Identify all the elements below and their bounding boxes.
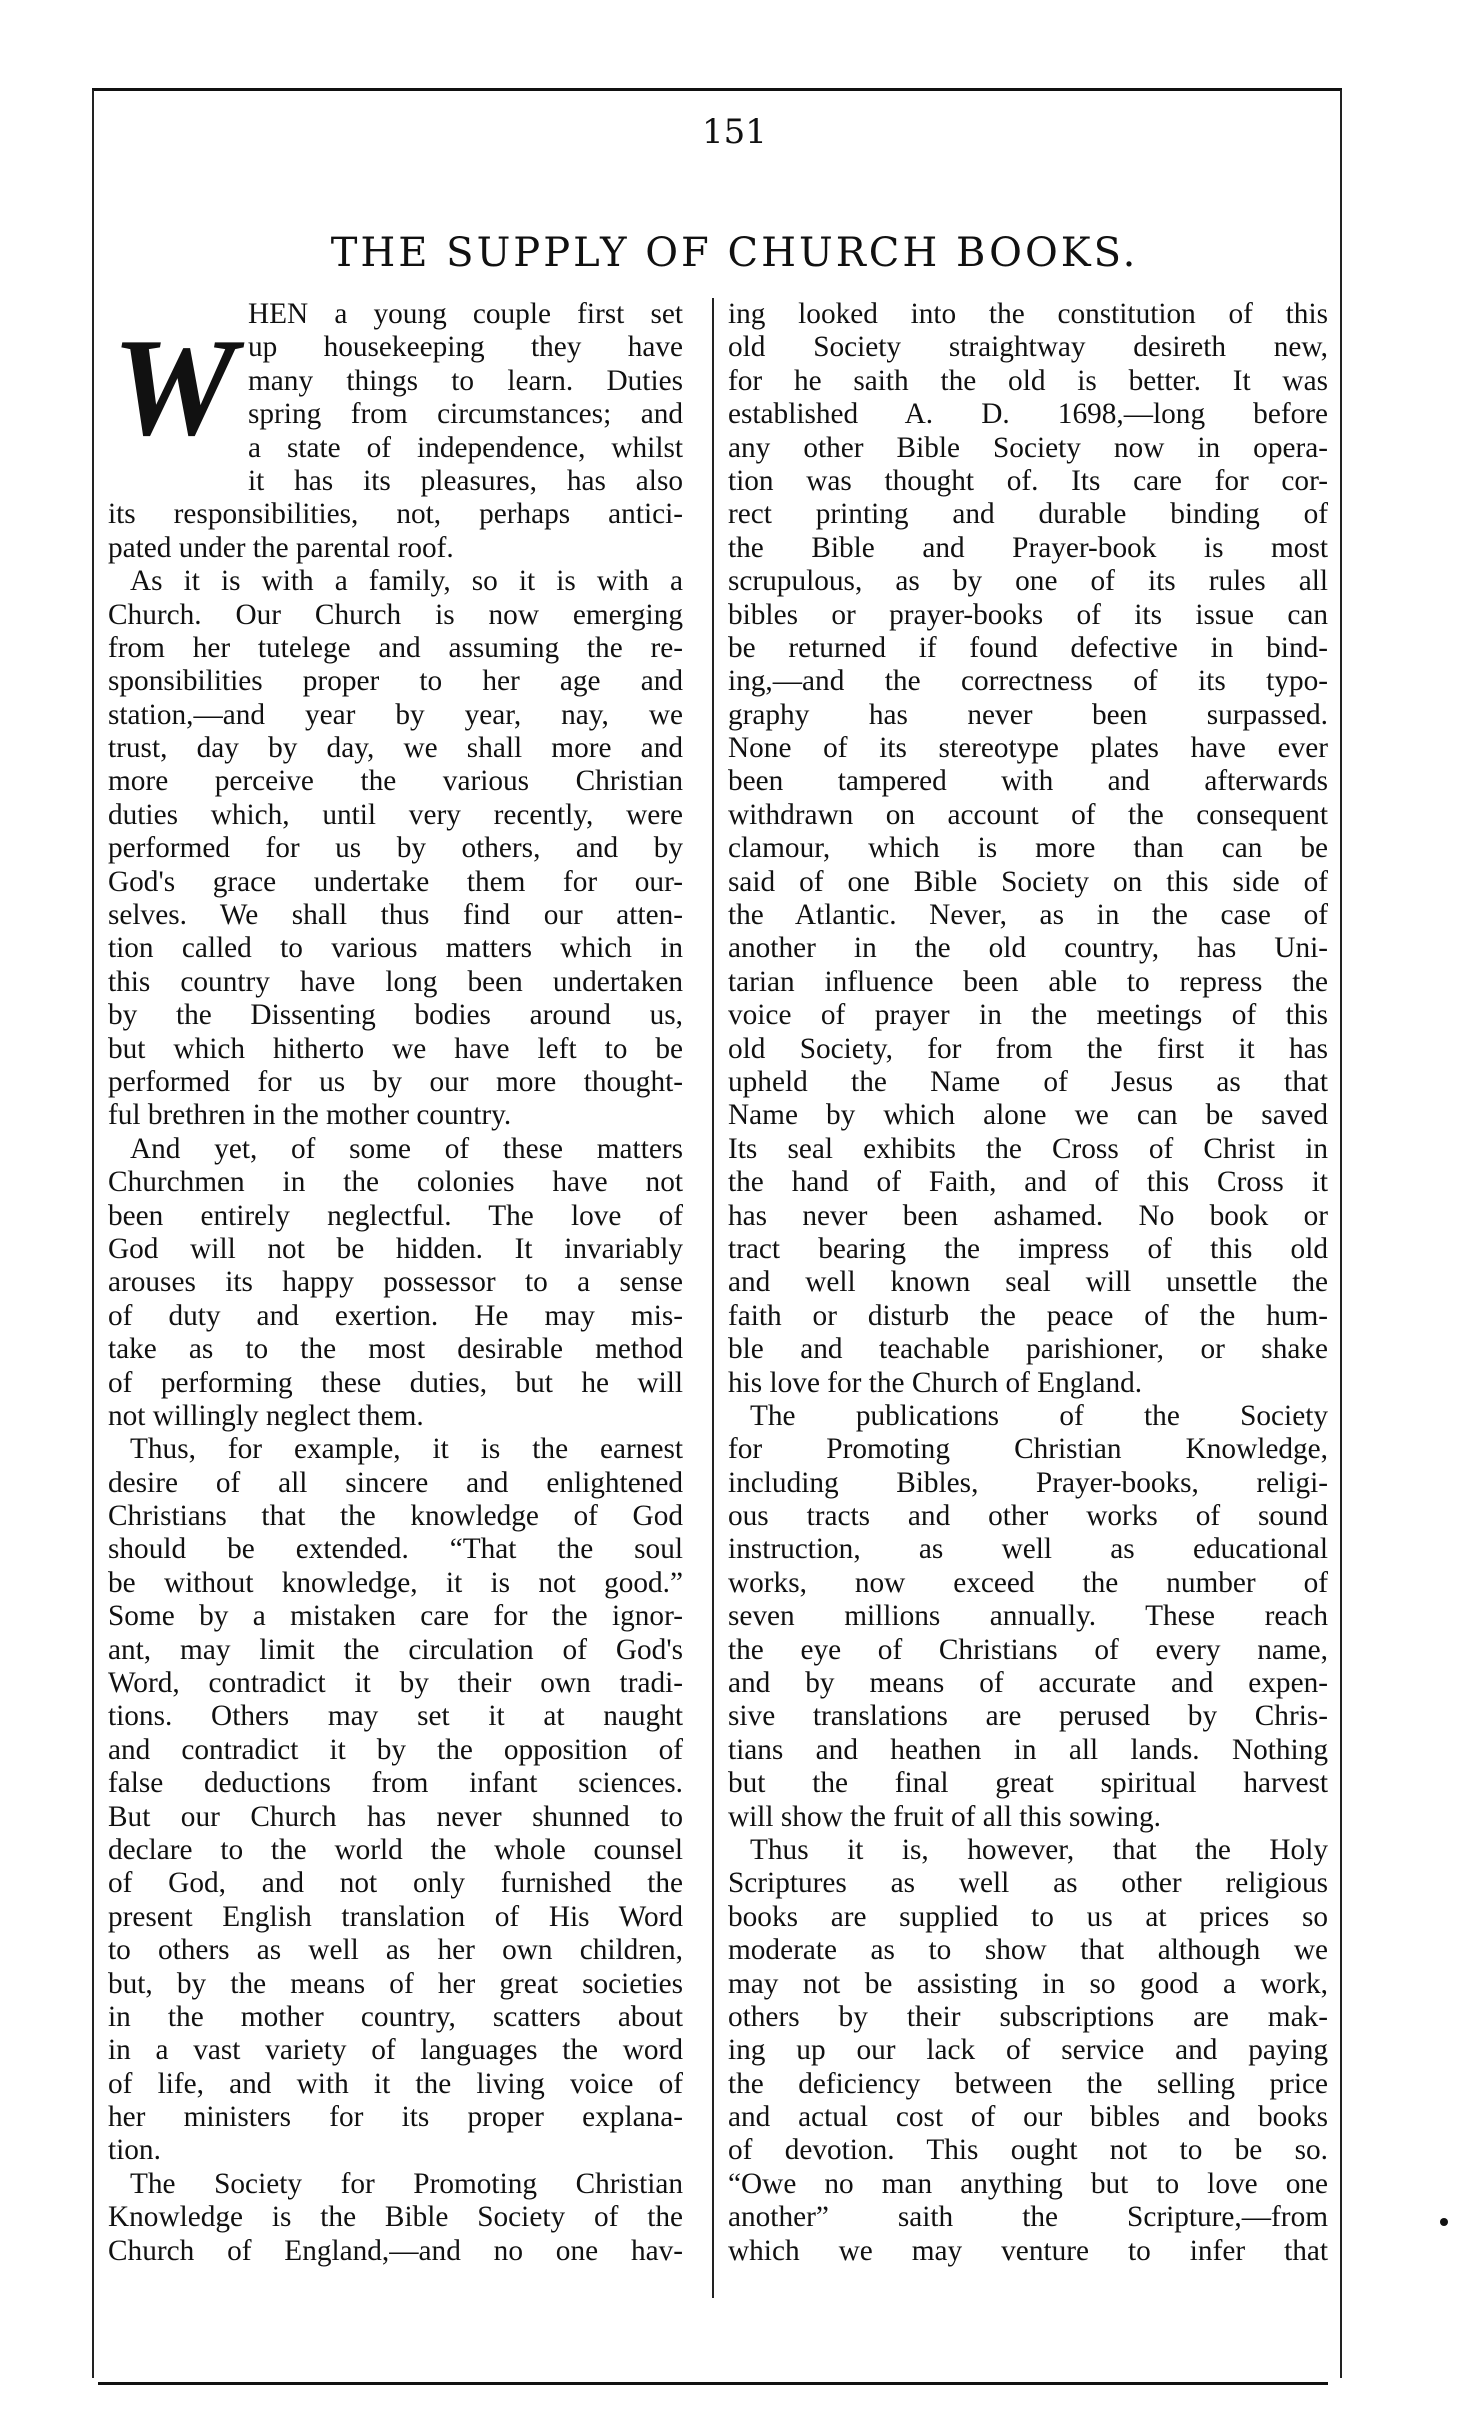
text-line: of devotion. This ought not to be so. [728, 2134, 1328, 2167]
text-line: others by their subscriptions are mak- [728, 2000, 1328, 2033]
text-line: God's grace undertake them for our- [108, 865, 683, 898]
text-line: for he saith the old is better. It was [728, 364, 1328, 397]
text-line: ing,—and the correctness of its typo- [728, 665, 1328, 698]
text-line: Some by a mistaken care for the ignor- [108, 1600, 683, 1633]
text-line: Church. Our Church is now emerging [108, 598, 683, 631]
text-line: the hand of Faith, and of this Cross it [728, 1166, 1328, 1199]
text-line: and well known seal will unsettle the [728, 1266, 1328, 1299]
text-line: from her tutelege and assuming the re- [108, 631, 683, 664]
text-line: including Bibles, Prayer-books, religi- [728, 1466, 1328, 1499]
text-line: Thus it is, however, that the Holy [750, 1833, 1328, 1866]
right-border [1340, 90, 1342, 2378]
text-line: said of one Bible Society on this side of [728, 865, 1328, 898]
text-line: books are supplied to us at prices so [728, 1900, 1328, 1933]
text-line: moderate as to show that although we [728, 1934, 1328, 1967]
text-line: been tampered with and afterwards [728, 765, 1328, 798]
text-line: old Society, for from the first it has [728, 1032, 1328, 1065]
text-line: up housekeeping they have [248, 331, 683, 364]
text-line: its responsibilities, not, perhaps antici- [108, 498, 683, 531]
text-line: ble and teachable parishioner, or shake [728, 1333, 1328, 1366]
text-line: but which hitherto we have left to be [108, 1032, 683, 1065]
text-line: tion called to various matters which in [108, 932, 683, 965]
left-column [108, 298, 683, 2268]
text-line: be without knowledge, it is not good.” [108, 1566, 683, 1599]
text-line: rect printing and durable binding of [728, 498, 1328, 531]
text-line: “Owe no man anything but to love one [728, 2167, 1328, 2200]
text-line: performed for us by others, and by [108, 832, 683, 865]
text-line: desire of all sincere and enlightened [108, 1466, 683, 1499]
text-line: ful brethren in the mother country. [108, 1099, 512, 1132]
text-line: ing up our lack of service and paying [728, 2034, 1328, 2067]
text-line: performed for us by our more thought- [108, 1065, 683, 1098]
text-line: tion. [108, 2134, 161, 2167]
article-title: THE SUPPLY OF CHURCH BOOKS. [330, 230, 1139, 276]
text-line: seven millions annually. These reach [728, 1600, 1328, 1633]
text-line: and actual cost of our bibles and books [728, 2101, 1328, 2134]
text-line: tract bearing the impress of this old [728, 1232, 1328, 1265]
text-line: tion was thought of. Its care for cor- [728, 464, 1328, 497]
text-line: take as to the most desirable method [108, 1333, 683, 1366]
text-line: of God, and not only furnished the [108, 1867, 683, 1900]
text-line: sive translations are perused by Chris- [728, 1700, 1328, 1733]
text-line: works, now exceed the number of [728, 1566, 1328, 1599]
text-line: false deductions from infant sciences. [108, 1767, 683, 1800]
text-line: arouses its happy possessor to a sense [108, 1266, 683, 1299]
text-line: the eye of Christians of every name, [728, 1633, 1328, 1666]
right-column [728, 298, 1328, 2268]
text-line: upheld the Name of Jesus as that [728, 1065, 1328, 1098]
text-line: scrupulous, as by one of its rules all [728, 565, 1328, 598]
text-line: by the Dissenting bodies around us, [108, 999, 683, 1032]
text-line: and contradict it by the opposition of [108, 1733, 683, 1766]
text-line: Name by which alone we can be saved [728, 1099, 1328, 1132]
text-line: more perceive the various Christian [108, 765, 683, 798]
text-line: any other Bible Society now in opera- [728, 431, 1328, 464]
text-line: for Promoting Christian Knowledge, [728, 1433, 1328, 1466]
text-line: Knowledge is the Bible Society of the [108, 2201, 683, 2234]
text-line: the Atlantic. Never, as in the case of [728, 899, 1328, 932]
text-line: Church of England,—and no one hav- [108, 2234, 683, 2267]
text-line: HEN a young couple first set [248, 298, 683, 330]
left-border [92, 90, 94, 2378]
text-line: The Society for Promoting Christian [130, 2167, 683, 2200]
text-line: selves. We shall thus find our atten- [108, 899, 683, 932]
text-line: Thus, for example, it is the earnest [130, 1433, 683, 1466]
text-line: her ministers for its proper explana- [108, 2101, 683, 2134]
text-line: it has its pleasures, has also [248, 464, 683, 497]
text-line: of life, and with it the living voice of [108, 2067, 683, 2100]
drop-cap: W [111, 310, 237, 465]
text-line: a state of independence, whilst [248, 431, 683, 464]
text-line: bibles or prayer-books of its issue can [728, 598, 1328, 631]
text-line: the deficiency between the selling price [728, 2067, 1328, 2100]
text-line: tarian influence been able to repress the [728, 965, 1328, 998]
text-line: in a vast variety of languages the word [108, 2034, 683, 2067]
text-line: of duty and exertion. He may mis- [108, 1299, 683, 1332]
text-line: old Society straightway desireth new, [728, 331, 1328, 364]
text-line: ant, may limit the circulation of God's [108, 1633, 683, 1666]
text-line: another in the old country, has Uni- [728, 932, 1328, 965]
text-line: Churchmen in the colonies have not [108, 1166, 683, 1199]
text-line: this country have long been undertaken [108, 965, 683, 998]
text-line: present English translation of His Word [108, 1900, 683, 1933]
text-line: many things to learn. Duties [248, 364, 683, 397]
text-line: duties which, until very recently, were [108, 798, 683, 831]
text-line: but the final great spiritual harvest [728, 1767, 1328, 1800]
text-line: has never been ashamed. No book or [728, 1199, 1328, 1232]
text-line: pated under the parental roof. [108, 531, 454, 564]
text-line: another” saith the Scripture,—from [728, 2201, 1328, 2234]
margin-mark [1440, 2218, 1448, 2226]
text-line: graphy has never been surpassed. [728, 698, 1328, 731]
text-line: tions. Others may set it at naught [108, 1700, 683, 1733]
text-line: been entirely neglectful. The love of [108, 1199, 683, 1232]
text-line: And yet, of some of these matters [130, 1132, 683, 1165]
text-line: to others as well as her own children, [108, 1934, 683, 1967]
text-line: But our Church has never shunned to [108, 1800, 683, 1833]
text-line: in the mother country, scatters about [108, 2000, 683, 2033]
text-line: which we may venture to infer that [728, 2234, 1328, 2267]
text-line: ing looked into the constitution of this [728, 298, 1328, 330]
text-line: and by means of accurate and expen- [728, 1667, 1328, 1700]
text-line: be returned if found defective in bind- [728, 631, 1328, 664]
text-line: should be extended. “That the soul [108, 1533, 683, 1566]
text-line: the Bible and Prayer-book is most [728, 531, 1328, 564]
text-line: his love for the Church of England. [728, 1366, 1143, 1399]
text-line: trust, day by day, we shall more and [108, 732, 683, 765]
page-number: 151 [702, 112, 767, 152]
text-line: Word, contradict it by their own tradi- [108, 1667, 683, 1700]
text-line: Its seal exhibits the Cross of Christ in [728, 1132, 1328, 1165]
text-line: God will not be hidden. It invariably [108, 1232, 683, 1265]
top-rule [92, 88, 1342, 91]
text-line: not willingly neglect them. [108, 1399, 424, 1432]
text-line: established A. D. 1698,—long before [728, 398, 1328, 431]
text-line: spring from circumstances; and [248, 398, 683, 431]
bottom-rule [98, 2382, 1328, 2385]
text-line: clamour, which is more than can be [728, 832, 1328, 865]
text-line: The publications of the Society [750, 1399, 1328, 1432]
text-line: declare to the world the whole counsel [108, 1833, 683, 1866]
text-line: tians and heathen in all lands. Nothing [728, 1733, 1328, 1766]
text-line: but, by the means of her great societies [108, 1967, 683, 2000]
text-line: As it is with a family, so it is with a [130, 565, 683, 598]
text-line: will show the fruit of all this sowing. [728, 1800, 1161, 1833]
text-line: None of its stereotype plates have ever [728, 732, 1328, 765]
text-line: ous tracts and other works of sound [728, 1500, 1328, 1533]
text-line: Christians that the knowledge of God [108, 1500, 683, 1533]
text-line: faith or disturb the peace of the hum- [728, 1299, 1328, 1332]
text-line: Scriptures as well as other religious [728, 1867, 1328, 1900]
text-line: voice of prayer in the meetings of this [728, 999, 1328, 1032]
text-line: of performing these duties, but he will [108, 1366, 683, 1399]
text-line: station,—and year by year, nay, we [108, 698, 683, 731]
text-line: sponsibilities proper to her age and [108, 665, 683, 698]
text-line: withdrawn on account of the consequent [728, 798, 1328, 831]
text-line: instruction, as well as educational [728, 1533, 1328, 1566]
column-divider [712, 298, 714, 2298]
text-line: may not be assisting in so good a work, [728, 1967, 1328, 2000]
